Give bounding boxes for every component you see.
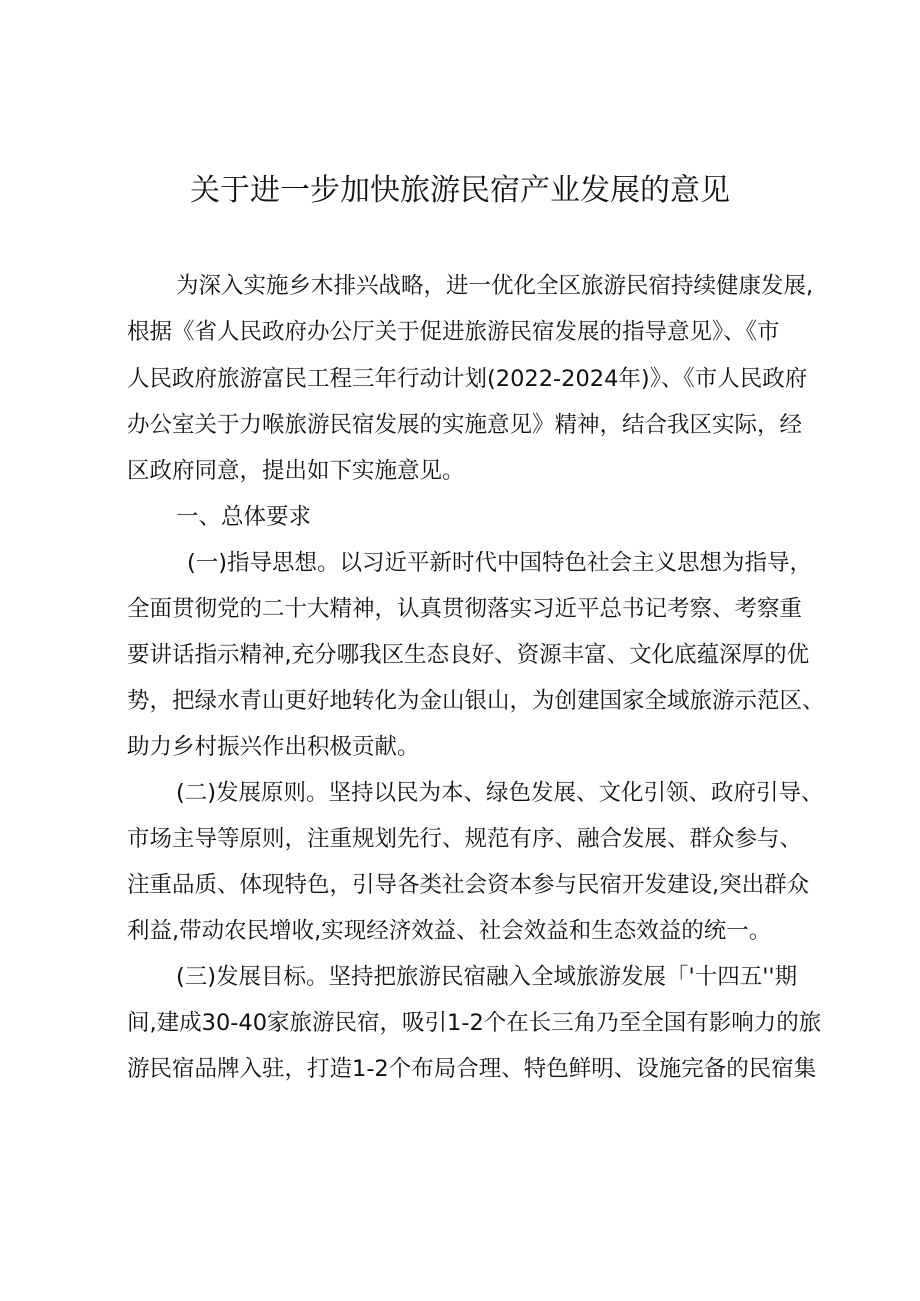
paragraph-line: 为深入实施乡木排兴战略，进一优化全区旅游民宿持续健康发展, bbox=[176, 273, 814, 299]
paragraph-line: (三)发展目标。坚持把旅游民宿融入全域旅游发展「'十四五''期 bbox=[176, 964, 798, 990]
paragraph-line: (一)指导思想。以习近平新时代中国特色社会主义思想为指导， bbox=[187, 550, 813, 576]
paragraph-line: 办公室关于力喉旅游民宿发展的实施意见》精神，结合我区实际，经 bbox=[127, 412, 803, 438]
paragraph-line: 人民政府旅游富民工程三年行动计划(2022-2024年)》、《市人民政府 bbox=[127, 366, 808, 392]
paragraph-line: (二)发展原则。坚持以民为本、绿色发展、文化引领、政府引导、 bbox=[176, 780, 824, 806]
section-heading: 一、总体要求 bbox=[176, 504, 312, 530]
document-title: 关于进一步加快旅游民宿产业发展的意见 bbox=[190, 173, 730, 208]
paragraph-line: 间,建成30-40家旅游民宿，吸引1-2个在长三角乃至全国有影响力的旅 bbox=[127, 1010, 822, 1036]
paragraph-line: 利益,带动农民增收,实现经济效益、社会效益和生态效益的统一。 bbox=[127, 918, 772, 944]
paragraph-line: 全面贯彻党的二十大精神，认真贯彻落实习近平总书记考察、考察重 bbox=[127, 596, 803, 622]
paragraph-line: 市场主导等原则，注重规划先行、规范有序、融合发展、群众参与、 bbox=[127, 826, 803, 852]
paragraph-line: 要讲话指示精神,充分哪我区生态良好、资源丰富、文化底蕴深厚的优 bbox=[127, 642, 810, 668]
paragraph-line: 势，把绿水青山更好地转化为金山银山，为创建国家全域旅游示范区、 bbox=[127, 688, 825, 714]
paragraph-line: 助力乡村振兴作出积极贡献。 bbox=[127, 734, 420, 760]
paragraph-line: 注重品质、体现特色，引导各类社会资本参与民宿开发建设,突出群众 bbox=[127, 872, 810, 898]
paragraph-line: 根据《省人民政府办公厅关于促进旅游民宿发展的指导意见》、《市 bbox=[127, 319, 780, 345]
paragraph-line: 区政府同意，提出如下实施意见。 bbox=[127, 458, 465, 484]
paragraph-line: 游民宿品牌入驻，打造1-2个布局合理、特色鲜明、设施完备的民宿集 bbox=[127, 1056, 817, 1082]
